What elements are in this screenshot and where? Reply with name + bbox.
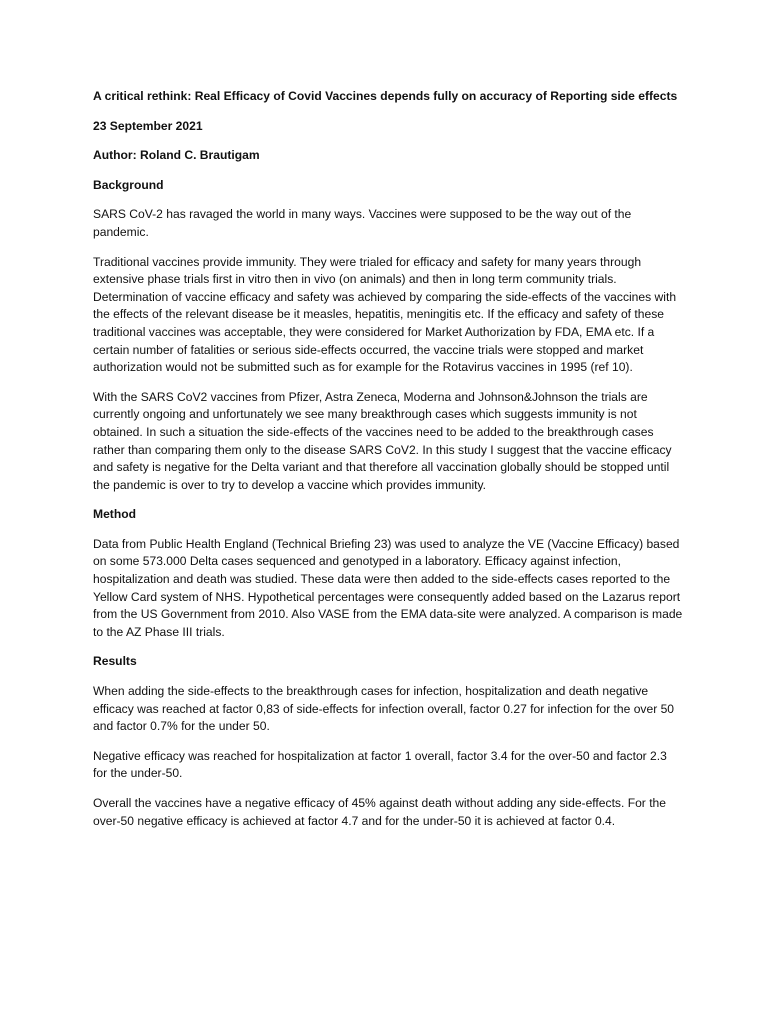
section-heading-results: Results [93, 654, 137, 669]
results-paragraph: Overall the vaccines have a negative efficacy of 45% against death without adding any side-effects. For the over-50 negative efficacy is achieved at factor 4.7 and for the under-50 it is achieved at factor 0.4. [93, 796, 667, 828]
results-paragraph: When adding the side-effects to the breakthrough cases for infection, hospitalization and death negative efficacy was reached at factor 0,83 of side-effects for infection overall, factor 0.27 for infection for the over 50 and factor 0.7% for the under 50. [93, 684, 675, 734]
background-paragraph: Traditional vaccines provide immunity. They were trialed for efficacy and safety for many years through extensive phase trials first in vitro then in vivo (on animals) and then in long term community trials. Determination of vaccine efficacy and safety was achieved by comparing the side-effects of the vaccines with the effects of the relevant disease be it measles, hepatitis, meningitis etc. If the efficacy and safety of these traditional vaccines was acceptable, they were considered for Market Authorization by FDA, EMA etc. If a certain number of fatalities or serious side-effects occurred, the vaccine trials were stopped and market authorization would not be submitted such as for example for the Rotavirus vaccines in 1995 (ref 10). [93, 254, 677, 375]
document-author: Author: Roland C. Brautigam [93, 148, 260, 163]
section-heading-background: Background [93, 177, 164, 192]
document-title: A critical rethink: Real Efficacy of Covid Vaccines depends fully on accuracy of Reporting side effects [93, 89, 678, 103]
background-paragraph: With the SARS CoV2 vaccines from Pfizer, Astra Zeneca, Moderna and Johnson&Johnson the trials are currently ongoing and unfortunately we see many breakthrough cases which suggests immunity is not obtained. In such a situation the side-effects of the vaccines need to be added to the breakthrough cases rather than comparing them only to the disease SARS CoV2. In this study I suggest that the vaccine efficacy and safety is negative for the Delta variant and that therefore all vaccination globally should be stopped until the pandemic is over to try to develop a vaccine which provides immunity. [93, 389, 672, 492]
results-paragraph: Negative efficacy was reached for hospitalization at factor 1 overall, factor 3.4 for the over-50 and factor 2.3 for the under-50. [93, 748, 667, 781]
section-heading-method: Method [93, 507, 136, 522]
document-page [93, 88, 683, 842]
method-paragraph: Data from Public Health England (Technical Briefing 23) was used to analyze the VE (Vaccine Efficacy) based on some 573.000 Delta cases sequenced and genotyped in a laboratory. Efficacy against infection, hospitalization and death was studied. These data were then added to the side-effects cases reported to the Yellow Card system of NHS. Hypothetical percentages were consequently added based on the Lazarus report from the US Government from 2010. Also VASE from the EMA data-site were analyzed. A comparison is made to the AZ Phase III trials. [93, 536, 683, 639]
document-date: 23 September 2021 [93, 118, 203, 133]
background-paragraph: SARS CoV-2 has ravaged the world in many ways. Vaccines were supposed to be the way out of the pandemic. [93, 207, 632, 239]
